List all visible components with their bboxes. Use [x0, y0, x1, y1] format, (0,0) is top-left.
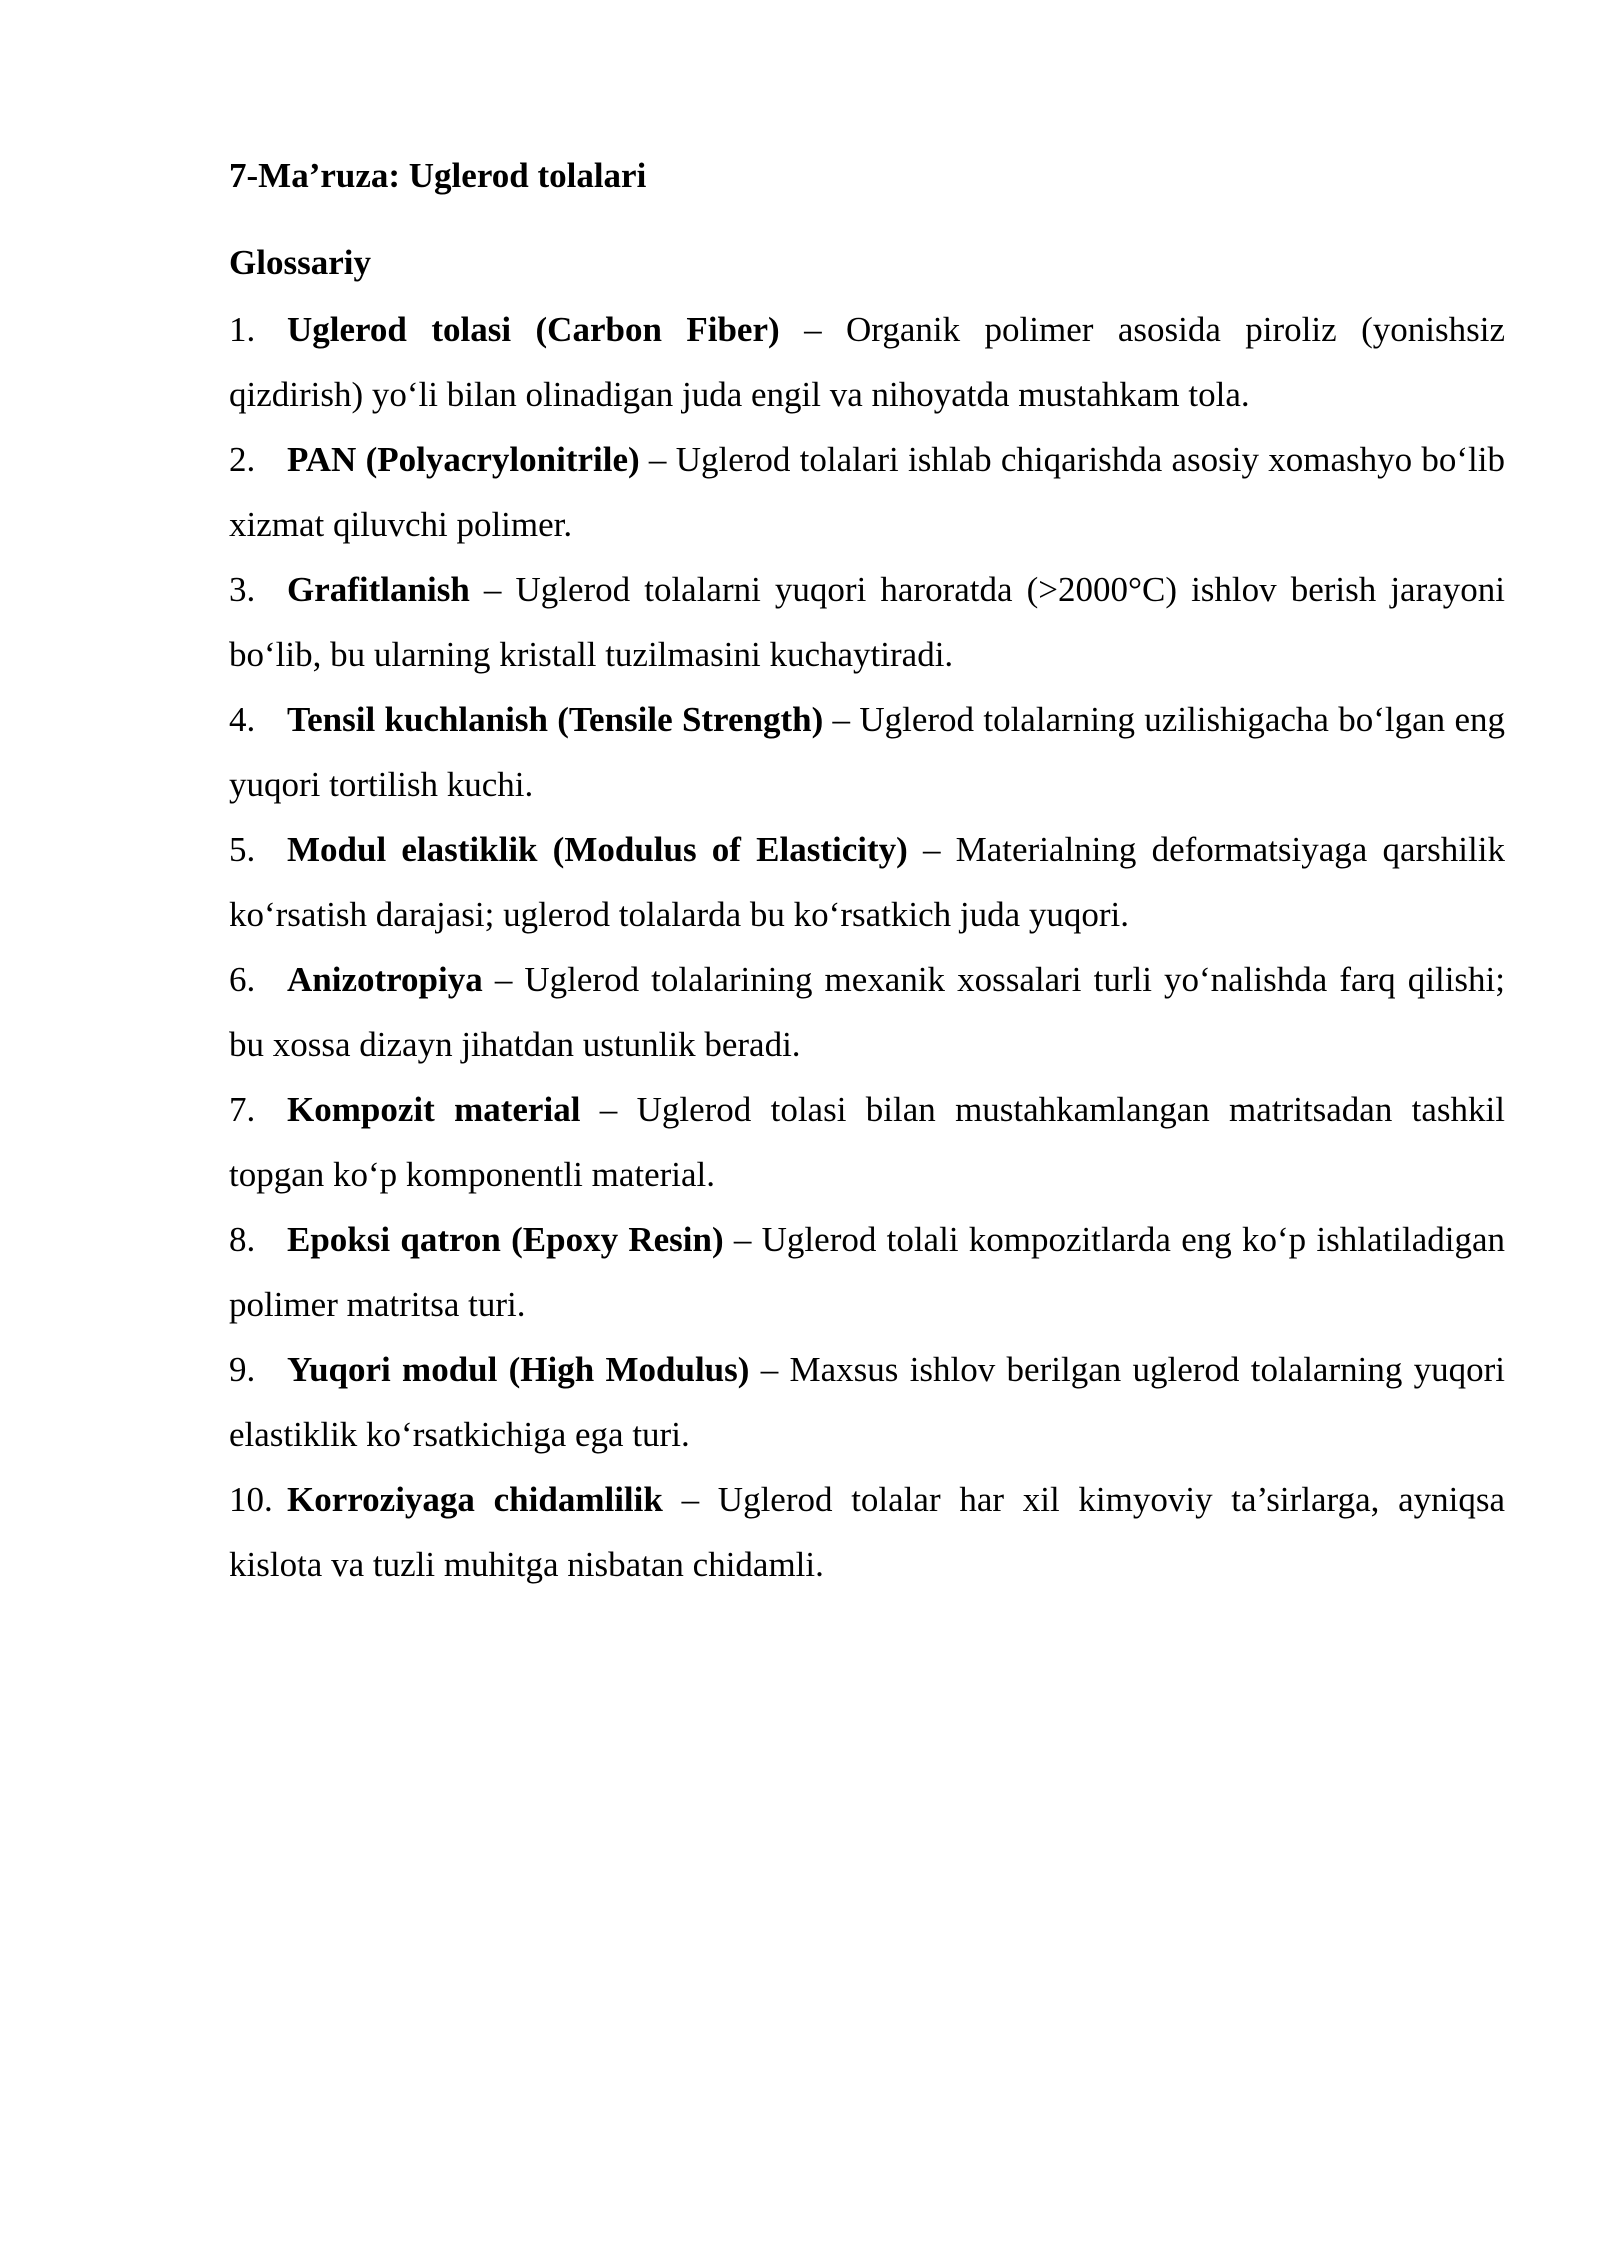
glossary-item: [229, 297, 1505, 427]
glossary-item-term: Epoksi qatron (Epoxy Resin): [287, 1220, 724, 1259]
glossary-item: [229, 1467, 1505, 1597]
glossary-item-term: PAN (Polyacrylonitrile): [287, 440, 640, 479]
glossary-item-definition: – Uglerod tolalarning uzilishigacha bo‘lgan eng yuqori tortilish kuchi.: [229, 700, 1505, 804]
glossary-item-definition: – Uglerod tolalar har xil kimyoviy ta’sirlarga, ayniqsa kislota va tuzli muhitga nisbatan chidamli.: [229, 1480, 1505, 1584]
glossary-item-term: Korroziyaga chidamlilik: [287, 1480, 663, 1519]
glossary-item-term: Uglerod tolasi (Carbon Fiber): [287, 310, 780, 349]
glossary-item-term: Modul elastiklik (Modulus of Elasticity): [287, 830, 908, 869]
glossary-item-term: Kompozit material: [287, 1090, 581, 1129]
glossary-item: [229, 557, 1505, 687]
glossary-item-number: 10.: [229, 1480, 273, 1519]
glossary-item: [229, 817, 1505, 947]
glossary-item: [229, 687, 1505, 817]
glossary-item-definition: – Materialning deformatsiyaga qarshilik ko‘rsatish darajasi; uglerod tolalarda bu ko‘rsatkich juda yuqori.: [229, 830, 1505, 934]
glossary-item-definition: – Uglerod tolalarni yuqori haroratda (>2000°C) ishlov berish jarayoni bo‘lib, bu ularning kristall tuzilmasini kuchaytiradi.: [229, 570, 1505, 674]
glossary-item-number: 2.: [229, 440, 256, 479]
glossary-item-definition: – Uglerod tolalarining mexanik xossalari turli yo‘nalishda farq qilishi; bu xossa dizayn jihatdan ustunlik beradi.: [229, 960, 1505, 1064]
glossary-item: [229, 427, 1505, 557]
glossary-item-number: 5.: [229, 830, 256, 869]
glossary-item-definition: – Uglerod tolasi bilan mustahkamlangan matritsadan tashkil topgan ko‘p komponentli material.: [229, 1090, 1505, 1194]
glossary-item-definition: – Organik polimer asosida piroliz (yonishsiz qizdirish) yo‘li bilan olinadigan juda engil va nihoyatda mustahkam tola.: [229, 310, 1505, 414]
document-content: [229, 146, 1505, 1597]
glossary-item-definition: – Maxsus ishlov berilgan uglerod tolalarning yuqori elastiklik ko‘rsatkichiga ega turi.: [229, 1350, 1506, 1454]
glossary-item: [229, 1207, 1505, 1337]
glossary-item-number: 7.: [229, 1090, 256, 1129]
glossary-item: [229, 947, 1505, 1077]
glossary-item-term: Grafitlanish: [287, 570, 470, 609]
glossary-item-number: 8.: [229, 1220, 256, 1259]
glossary-item-definition: – Uglerod tolalari ishlab chiqarishda asosiy xomashyo bo‘lib xizmat qiluvchi polimer.: [229, 440, 1505, 544]
glossary-heading: Glossariy: [229, 243, 371, 282]
glossary-item: [229, 1337, 1505, 1467]
glossary-item-number: 1.: [229, 310, 256, 349]
glossary-item-term: Yuqori modul (High Modulus): [287, 1350, 750, 1389]
glossary-item-number: 4.: [229, 700, 256, 739]
lecture-title: 7-Ma’ruza: Uglerod tolalari: [229, 156, 647, 195]
glossary-item-number: 6.: [229, 960, 256, 999]
glossary-list: [229, 297, 1505, 1597]
glossary-item-term: Tensil kuchlanish (Tensile Strength): [287, 700, 824, 739]
glossary-item-number: 3.: [229, 570, 256, 609]
glossary-item: [229, 1077, 1505, 1207]
glossary-item-definition: – Uglerod tolali kompozitlarda eng ko‘p ishlatiladigan polimer matritsa turi.: [229, 1220, 1505, 1324]
glossary-item-term: Anizotropiya: [287, 960, 483, 999]
glossary-item-number: 9.: [229, 1350, 256, 1389]
